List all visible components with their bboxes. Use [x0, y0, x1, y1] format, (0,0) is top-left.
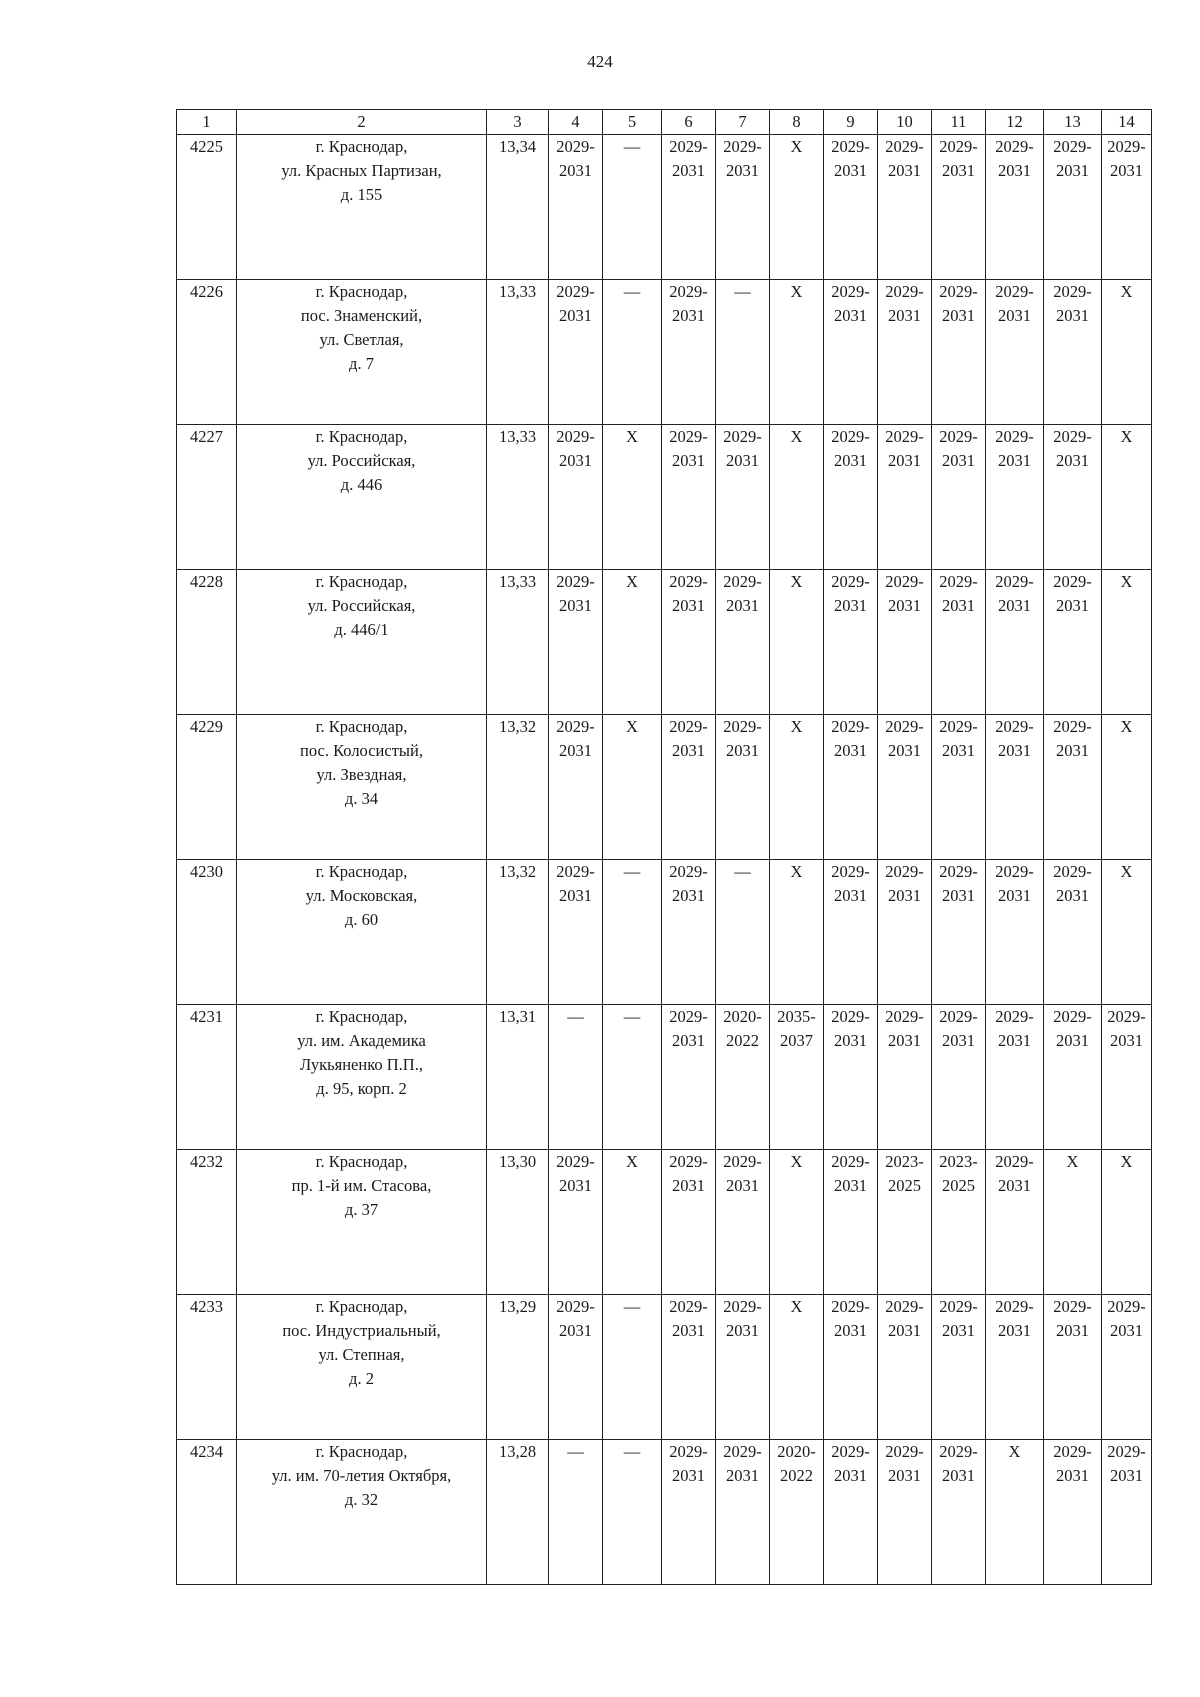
period-cell-col-10: 2029- 2031 [878, 135, 932, 280]
area-value: 13,33 [487, 425, 549, 570]
period-cell-col-4: 2029- 2031 [549, 1150, 603, 1295]
column-header-13: 13 [1044, 110, 1102, 135]
area-value: 13,29 [487, 1295, 549, 1440]
period-cell-col-9: 2029- 2031 [824, 1295, 878, 1440]
table-row [177, 1150, 1152, 1295]
period-cell-col-7: — [716, 280, 770, 425]
period-cell-col-14: Х [1102, 860, 1152, 1005]
period-cell-col-14: 2029- 2031 [1102, 1295, 1152, 1440]
period-cell-col-8: Х [770, 860, 824, 1005]
address-line: д. 2 [349, 1369, 374, 1388]
period-cell-col-12: 2029- 2031 [986, 715, 1044, 860]
column-header-10: 10 [878, 110, 932, 135]
period-cell-col-12: 2029- 2031 [986, 570, 1044, 715]
table-row [177, 1295, 1152, 1440]
row-number: 4232 [177, 1150, 237, 1295]
period-cell-col-8: Х [770, 135, 824, 280]
period-cell-col-7: — [716, 860, 770, 1005]
period-cell-col-11: 2029- 2031 [932, 860, 986, 1005]
table-row [177, 135, 1152, 280]
period-cell-col-13: 2029- 2031 [1044, 1295, 1102, 1440]
address-line: д. 32 [344, 1490, 379, 1509]
address-cell [237, 425, 487, 570]
period-cell-col-9: 2029- 2031 [824, 280, 878, 425]
period-cell-col-12: Х [986, 1440, 1044, 1585]
page-number: 424 [587, 52, 613, 71]
period-cell-col-8: Х [770, 1150, 824, 1295]
address-cell [237, 1295, 487, 1440]
period-cell-col-7: 2029- 2031 [716, 135, 770, 280]
period-cell-col-12: 2029- 2031 [986, 860, 1044, 1005]
period-cell-col-10: 2029- 2031 [878, 715, 932, 860]
period-cell-col-7: 2029- 2031 [716, 1440, 770, 1585]
address-line: д. 37 [344, 1200, 379, 1219]
period-cell-col-5: — [603, 280, 662, 425]
table-body [177, 135, 1152, 1585]
period-cell-col-6: 2029- 2031 [662, 135, 716, 280]
period-cell-col-4: — [549, 1005, 603, 1150]
period-cell-col-14: Х [1102, 1150, 1152, 1295]
column-header-7: 7 [716, 110, 770, 135]
period-cell-col-12: 2029- 2031 [986, 280, 1044, 425]
table-row [177, 425, 1152, 570]
period-cell-col-5: — [603, 1295, 662, 1440]
period-cell-col-9: 2029- 2031 [824, 860, 878, 1005]
table-row [177, 280, 1152, 425]
address-line: г. Краснодар, [315, 1007, 408, 1026]
period-cell-col-6: 2029- 2031 [662, 1005, 716, 1150]
period-cell-col-14: Х [1102, 425, 1152, 570]
address-line: г. Краснодар, [315, 1297, 408, 1316]
row-number: 4234 [177, 1440, 237, 1585]
schedule-table [176, 109, 1152, 1585]
address-line: д. 95, корп. 2 [316, 1079, 407, 1098]
address-cell [237, 1005, 487, 1150]
period-cell-col-14: 2029- 2031 [1102, 1440, 1152, 1585]
address-line: ул. Российская, [307, 451, 416, 470]
period-cell-col-5: — [603, 860, 662, 1005]
period-cell-col-9: 2029- 2031 [824, 1005, 878, 1150]
table-row [177, 570, 1152, 715]
period-cell-col-14: Х [1102, 715, 1152, 860]
period-cell-col-13: 2029- 2031 [1044, 425, 1102, 570]
address-line: Лукьяненко П.П., [300, 1055, 423, 1074]
period-cell-col-11: 2029- 2031 [932, 135, 986, 280]
area-value: 13,32 [487, 860, 549, 1005]
period-cell-col-9: 2029- 2031 [824, 1150, 878, 1295]
address-line: пр. 1-й им. Стасова, [291, 1176, 432, 1195]
address-line: д. 155 [340, 185, 383, 204]
period-cell-col-12: 2029- 2031 [986, 425, 1044, 570]
period-cell-col-8: 2035- 2037 [770, 1005, 824, 1150]
address-line: г. Краснодар, [315, 427, 408, 446]
column-header-2: 2 [237, 110, 487, 135]
period-cell-col-8: Х [770, 570, 824, 715]
address-line: ул. Степная, [318, 1345, 405, 1364]
period-cell-col-13: 2029- 2031 [1044, 135, 1102, 280]
period-cell-col-13: 2029- 2031 [1044, 570, 1102, 715]
area-value: 13,32 [487, 715, 549, 860]
period-cell-col-11: 2029- 2031 [932, 715, 986, 860]
address-line: ул. Звездная, [316, 765, 407, 784]
row-number: 4231 [177, 1005, 237, 1150]
row-number: 4226 [177, 280, 237, 425]
row-number: 4228 [177, 570, 237, 715]
table-row [177, 1440, 1152, 1585]
period-cell-col-5: Х [603, 425, 662, 570]
period-cell-col-7: 2029- 2031 [716, 1150, 770, 1295]
period-cell-col-12: 2029- 2031 [986, 1150, 1044, 1295]
period-cell-col-8: 2020- 2022 [770, 1440, 824, 1585]
period-cell-col-9: 2029- 2031 [824, 570, 878, 715]
column-header-6: 6 [662, 110, 716, 135]
period-cell-col-4: — [549, 1440, 603, 1585]
period-cell-col-4: 2029- 2031 [549, 425, 603, 570]
address-cell [237, 135, 487, 280]
period-cell-col-14: Х [1102, 570, 1152, 715]
column-header-8: 8 [770, 110, 824, 135]
period-cell-col-5: — [603, 1440, 662, 1585]
area-value: 13,28 [487, 1440, 549, 1585]
column-header-11: 11 [932, 110, 986, 135]
column-header-1: 1 [177, 110, 237, 135]
address-line: ул. Светлая, [319, 330, 404, 349]
period-cell-col-9: 2029- 2031 [824, 1440, 878, 1585]
period-cell-col-8: Х [770, 425, 824, 570]
address-line: д. 7 [349, 354, 374, 373]
period-cell-col-7: 2029- 2031 [716, 570, 770, 715]
period-cell-col-9: 2029- 2031 [824, 715, 878, 860]
address-cell [237, 280, 487, 425]
address-line: ул. Московская, [305, 886, 418, 905]
period-cell-col-11: 2029- 2031 [932, 570, 986, 715]
period-cell-col-6: 2029- 2031 [662, 1440, 716, 1585]
address-cell [237, 570, 487, 715]
column-header-12: 12 [986, 110, 1044, 135]
period-cell-col-10: 2029- 2031 [878, 860, 932, 1005]
address-line: пос. Колосистый, [300, 741, 423, 760]
period-cell-col-13: 2029- 2031 [1044, 1440, 1102, 1585]
address-line: д. 60 [344, 910, 379, 929]
period-cell-col-7: 2029- 2031 [716, 425, 770, 570]
period-cell-col-5: — [603, 135, 662, 280]
period-cell-col-10: 2029- 2031 [878, 1440, 932, 1585]
period-cell-col-14: Х [1102, 280, 1152, 425]
period-cell-col-6: 2029- 2031 [662, 1295, 716, 1440]
table-row [177, 1005, 1152, 1150]
period-cell-col-6: 2029- 2031 [662, 715, 716, 860]
table-header [177, 110, 1152, 135]
period-cell-col-7: 2029- 2031 [716, 715, 770, 860]
period-cell-col-13: 2029- 2031 [1044, 1005, 1102, 1150]
header-row [177, 110, 1152, 135]
period-cell-col-10: 2029- 2031 [878, 1005, 932, 1150]
period-cell-col-6: 2029- 2031 [662, 570, 716, 715]
period-cell-col-6: 2029- 2031 [662, 1150, 716, 1295]
column-header-9: 9 [824, 110, 878, 135]
period-cell-col-4: 2029- 2031 [549, 1295, 603, 1440]
row-number: 4230 [177, 860, 237, 1005]
period-cell-col-13: 2029- 2031 [1044, 860, 1102, 1005]
period-cell-col-14: 2029- 2031 [1102, 135, 1152, 280]
column-header-3: 3 [487, 110, 549, 135]
period-cell-col-10: 2029- 2031 [878, 1295, 932, 1440]
table-row [177, 715, 1152, 860]
address-line: г. Краснодар, [315, 1442, 408, 1461]
period-cell-col-5: Х [603, 715, 662, 860]
period-cell-col-7: 2029- 2031 [716, 1295, 770, 1440]
period-cell-col-8: Х [770, 1295, 824, 1440]
period-cell-col-4: 2029- 2031 [549, 570, 603, 715]
area-value: 13,30 [487, 1150, 549, 1295]
row-number: 4227 [177, 425, 237, 570]
period-cell-col-10: 2023- 2025 [878, 1150, 932, 1295]
period-cell-col-5: — [603, 1005, 662, 1150]
area-value: 13,33 [487, 280, 549, 425]
period-cell-col-6: 2029- 2031 [662, 860, 716, 1005]
address-line: пос. Индустриальный, [282, 1321, 441, 1340]
period-cell-col-8: Х [770, 280, 824, 425]
period-cell-col-11: 2029- 2031 [932, 1295, 986, 1440]
address-line: ул. Российская, [307, 596, 416, 615]
area-value: 13,31 [487, 1005, 549, 1150]
address-cell [237, 860, 487, 1005]
area-value: 13,33 [487, 570, 549, 715]
row-number: 4233 [177, 1295, 237, 1440]
period-cell-col-14: 2029- 2031 [1102, 1005, 1152, 1150]
period-cell-col-7: 2020- 2022 [716, 1005, 770, 1150]
period-cell-col-6: 2029- 2031 [662, 280, 716, 425]
period-cell-col-4: 2029- 2031 [549, 280, 603, 425]
period-cell-col-10: 2029- 2031 [878, 280, 932, 425]
period-cell-col-9: 2029- 2031 [824, 135, 878, 280]
period-cell-col-13: 2029- 2031 [1044, 715, 1102, 860]
period-cell-col-4: 2029- 2031 [549, 860, 603, 1005]
row-number: 4225 [177, 135, 237, 280]
period-cell-col-6: 2029- 2031 [662, 425, 716, 570]
address-line: ул. Красных Партизан, [281, 161, 442, 180]
period-cell-col-12: 2029- 2031 [986, 135, 1044, 280]
address-line: г. Краснодар, [315, 137, 408, 156]
area-value: 13,34 [487, 135, 549, 280]
period-cell-col-11: 2029- 2031 [932, 1005, 986, 1150]
period-cell-col-8: Х [770, 715, 824, 860]
period-cell-col-10: 2029- 2031 [878, 425, 932, 570]
address-line: г. Краснодар, [315, 862, 408, 881]
column-header-5: 5 [603, 110, 662, 135]
address-cell [237, 715, 487, 860]
period-cell-col-10: 2029- 2031 [878, 570, 932, 715]
period-cell-col-5: Х [603, 1150, 662, 1295]
period-cell-col-12: 2029- 2031 [986, 1295, 1044, 1440]
address-line: г. Краснодар, [315, 717, 408, 736]
period-cell-col-11: 2029- 2031 [932, 280, 986, 425]
address-line: ул. им. 70-летия Октября, [271, 1466, 452, 1485]
address-line: ул. им. Академика [297, 1031, 426, 1050]
address-cell [237, 1440, 487, 1585]
address-cell [237, 1150, 487, 1295]
address-line: г. Краснодар, [315, 572, 408, 591]
period-cell-col-11: 2023- 2025 [932, 1150, 986, 1295]
period-cell-col-12: 2029- 2031 [986, 1005, 1044, 1150]
address-line: д. 34 [344, 789, 379, 808]
address-line: д. 446/1 [334, 620, 389, 639]
row-number: 4229 [177, 715, 237, 860]
period-cell-col-11: 2029- 2031 [932, 1440, 986, 1585]
period-cell-col-13: 2029- 2031 [1044, 280, 1102, 425]
address-line: г. Краснодар, [315, 1152, 408, 1171]
column-header-14: 14 [1102, 110, 1152, 135]
period-cell-col-9: 2029- 2031 [824, 425, 878, 570]
period-cell-col-13: Х [1044, 1150, 1102, 1295]
column-header-4: 4 [549, 110, 603, 135]
period-cell-col-11: 2029- 2031 [932, 425, 986, 570]
table-row [177, 860, 1152, 1005]
address-line: пос. Знаменский, [300, 306, 423, 325]
period-cell-col-5: Х [603, 570, 662, 715]
period-cell-col-4: 2029- 2031 [549, 135, 603, 280]
address-line: д. 446 [340, 475, 383, 494]
address-line: г. Краснодар, [315, 282, 408, 301]
period-cell-col-4: 2029- 2031 [549, 715, 603, 860]
